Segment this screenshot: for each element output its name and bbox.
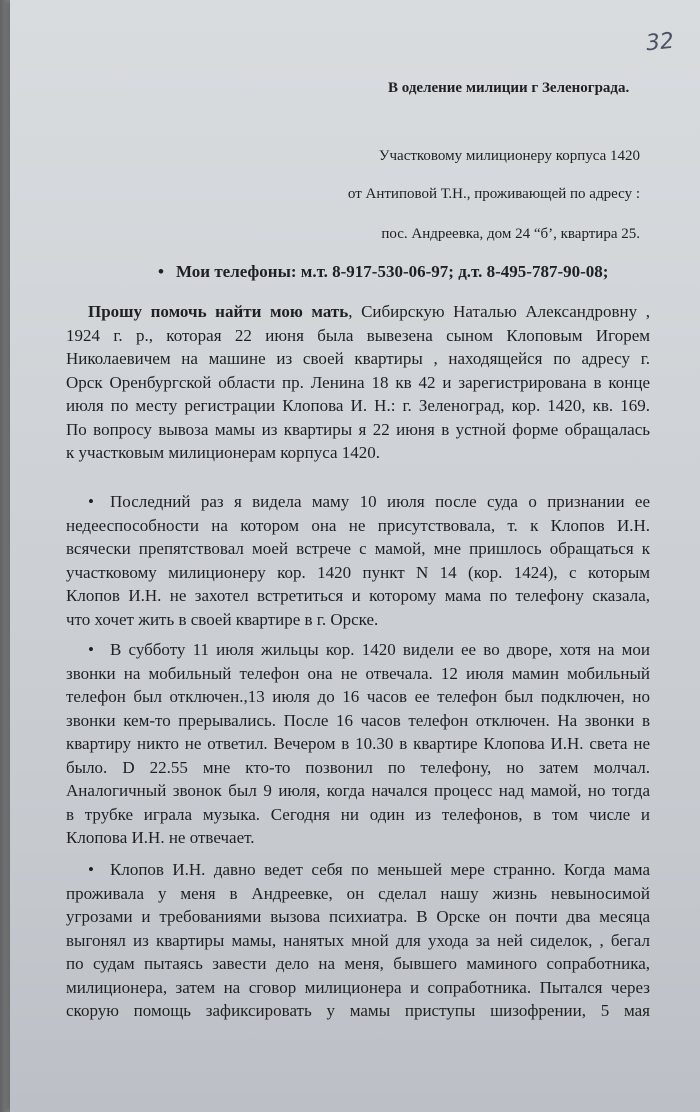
recipient-line: Участковому милиционеру корпуса 1420 bbox=[378, 148, 640, 164]
text-line: звонки кем-то прерывались. После 16 часов телефон отключен. На звонки в bbox=[66, 710, 650, 730]
text-line: • Клопов И.Н. давно ведет себя по меньшей мере странно. Когда мама bbox=[66, 858, 650, 882]
addressee-title: В оделение милиции г Зеленограда. bbox=[388, 80, 630, 96]
text-line: проживала у меня в Андреевке, он сделал нашу жизнь невыносимой bbox=[66, 883, 650, 903]
document-page bbox=[10, 0, 700, 1112]
bullet-icon: • bbox=[158, 262, 164, 281]
text-line: 1924 г. р., которая 22 июня была вывезена сыном Клоповым Игорем bbox=[66, 325, 650, 345]
paragraph-behavior bbox=[66, 858, 650, 1023]
phones-line bbox=[158, 262, 608, 282]
text-line: Орск Оренбургской области пр. Ленина 18 кв 42 и зарегистрирована в конце bbox=[66, 372, 650, 392]
bullet-icon: • bbox=[88, 492, 94, 511]
text-line: • В субботу 11 июля жильцы кор. 1420 видели ее во дворе, хотя на мои bbox=[66, 638, 650, 662]
text-line: Клопова И.Н. не отвечает. bbox=[66, 828, 255, 847]
text-line: по судам пытаясь завести дело на меня, бывшего маминого сопработника, bbox=[66, 954, 650, 973]
text-line: милиционера, затем на сговор милиционера и сопработника. Пытался через bbox=[66, 977, 650, 997]
text-line: угрозами и требованиями вызова психиатра. В Орске он почти два месяца bbox=[66, 907, 650, 926]
paragraph-request bbox=[66, 300, 650, 465]
text-line: недееспособности на котором она не присутствовала, т. к Клопов И.Н. bbox=[66, 515, 650, 535]
text-line: скорую помощь зафиксировать у мамы приступы шизофрении, 5 мая bbox=[66, 1001, 650, 1020]
text-line: всячески препятствовал моей встрече с мамой, мне пришлось обращаться к bbox=[66, 539, 650, 558]
bullet-icon: • bbox=[88, 860, 94, 879]
text-line: Николаевичем на машине из своей квартиры , находящейся по адресу г. bbox=[66, 349, 650, 368]
request-lead: Прошу помочь найти мою мать bbox=[88, 302, 349, 321]
text-line: звонки на мобильный телефон она не отвечала. 12 июля мамин мобильный bbox=[66, 663, 650, 683]
text-line: июля по месту регистрации Клопова И. Н.: г. Зеленоград, кор. 1420, кв. 169. bbox=[66, 396, 650, 415]
text-line: • Последний раз я видела маму 10 июля после суда о признании ее bbox=[66, 490, 650, 514]
text-line: Аналогичный звонок был 9 июля, когда начался процесс над мамой, но тогда bbox=[66, 781, 650, 800]
bullet-icon: • bbox=[88, 640, 94, 659]
text-line: к участковым милиционерам корпуса 1420. bbox=[66, 443, 381, 462]
text-line: телефон был отключен.,13 июля до 16 часов ее телефон был подключен, но bbox=[66, 687, 650, 706]
text-line: квартиру никто не ответил. Вечером в 10.30 в квартире Клопова И.Н. света не bbox=[66, 734, 650, 753]
paragraph-phone-calls bbox=[66, 638, 650, 850]
address-line: пос. Андреевка, дом 24 “б’, квартира 25. bbox=[381, 226, 640, 242]
paragraph-last-seen bbox=[66, 490, 650, 631]
text-line: По вопросу вывоза мамы из квартиры я 22 июня в устной форме обращалась bbox=[66, 419, 650, 439]
text-line: было. D 22.55 мне кто-то позвонил по телефону, но затем молчал. bbox=[66, 757, 650, 777]
text-line: Прошу помочь найти мою мать, Сибирскую Наталью Александровну , bbox=[88, 302, 650, 321]
text-line: Клопов И.Н. не захотел встретиться и которому мама по телефону сказала, bbox=[66, 586, 650, 605]
sender-line: от Антиповой Т.Н., проживающей по адресу : bbox=[347, 186, 640, 202]
text-line: выгонял из квартиры мамы, нанятых мной для ухода за ней сиделок, , бегал bbox=[66, 930, 650, 950]
text-line: в трубке играла музыка. Сегодня ни один из телефонов, в том числе и bbox=[66, 804, 650, 824]
text-line: участковому милиционеру кор. 1420 пункт N 14 (кор. 1424), с которым bbox=[66, 562, 650, 582]
phones-text: Мои телефоны: м.т. 8-917-530-06-97; д.т. 8-495-787-90-08; bbox=[175, 262, 609, 281]
page-edge-shadow bbox=[0, 0, 10, 1112]
text-line: что хочет жить в своей квартире в г. Орске. bbox=[66, 609, 379, 629]
handwritten-page-number: 32 bbox=[644, 28, 676, 57]
